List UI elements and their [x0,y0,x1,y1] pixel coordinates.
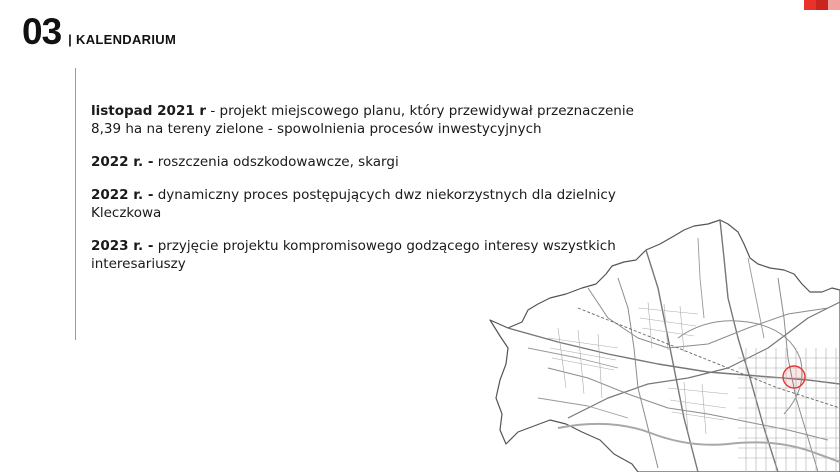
section-title: | KALENDARIUM [68,32,177,47]
timeline-entry [91,237,661,273]
corner-accent-pink [828,0,840,10]
slide-header [22,12,176,52]
timeline-entry [91,153,661,171]
corner-accent-red [804,0,816,10]
entry-date: 2022 r. - [91,154,154,170]
entry-text: roszczenia odszkodowawcze, skargi [153,154,399,170]
timeline-entry [91,186,661,222]
timeline-entry [91,102,661,138]
entry-text: dynamiczny proces postępujących dwz niekorzystnych dla dzielnicy Kleczkowa [91,187,616,221]
entry-date: listopad 2021 r [91,103,207,119]
section-number: 03 [22,11,62,52]
timeline-content [91,102,661,288]
entry-text: przyjęcie projektu kompromisowego godzącego interesy wszystkich interesariuszy [91,238,616,272]
entry-date: 2022 r. - [91,187,154,203]
vertical-divider [75,68,76,340]
corner-accent-dark-red [816,0,828,10]
map-highlight-marker [783,366,805,388]
entry-date: 2023 r. - [91,238,154,254]
entry-text: - projekt miejscowego planu, który przewidywał przeznaczenie 8,39 ha na tereny zielone - spowolnienia procesów inwestycyjnych [91,103,634,137]
